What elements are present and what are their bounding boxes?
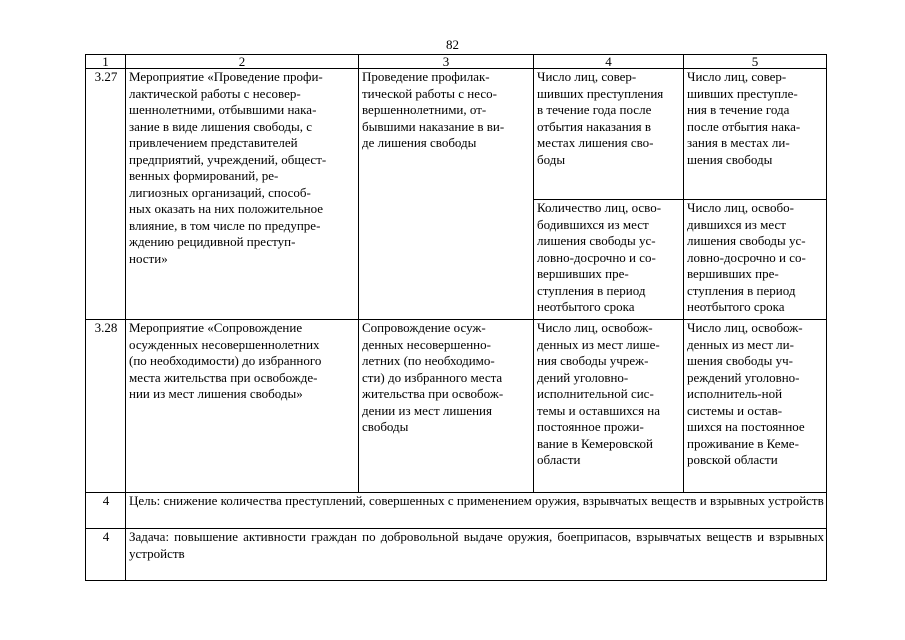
goal-cell: Цель: снижение количества преступлений, совершенных с применением оружия, взрывчатых веществ и взрывных устройств (126, 493, 827, 529)
column-number-row (86, 55, 827, 69)
event-cell: Мероприятие «Сопровождение осужденных несовершеннолетних (по необходимости) до избранного места жительства при освобожде- нии из мест лишения свободы» (126, 320, 359, 493)
column-header: 5 (684, 55, 827, 69)
row-number: 4 (86, 493, 126, 529)
content-cell: Проведение профилак- тической работы с несо- вершеннолетними, от- бывшими наказание в ви- де лишения свободы (359, 69, 534, 320)
table-row (86, 69, 827, 200)
indicator-cell: Число лиц, освобож- денных из мест ли- шения свободы уч- реждений уголовно- исполнитель-ной системы и остав- шихся на постоянное проживание в Кеме- ровской области (684, 320, 827, 493)
column-header: 1 (86, 55, 126, 69)
indicator-cell: Число лиц, освобож- денных из мест лише- ния свободы учреж- дений уголовно- исполнительной сис- темы и оставшихся на постоянное прожи- вание в Кемеровской области (534, 320, 684, 493)
task-row (86, 529, 827, 581)
goal-row (86, 493, 827, 529)
column-header: 2 (126, 55, 359, 69)
column-header: 4 (534, 55, 684, 69)
indicator-cell: Число лиц, освобо- дившихся из мест лишения свободы ус- ловно-досрочно и со- вершивших пре- ступления в период неотбытого срока (684, 200, 827, 320)
page-number: 82 (446, 37, 459, 52)
event-cell: Мероприятие «Проведение профи- лактической работы с несовер- шеннолетними, отбывшими нака- зание в виде лишения свободы, с привлечением представителей предприятий, учреждений, общест- венных формирований, ре- лигиозных организаций, способ- ных оказать на них положительное влияние, в том числе по предупре- ждению рецидивной преступ- ности» (126, 69, 359, 320)
indicator-cell: Число лиц, совер- шивших преступления в течение года после отбытия наказания в местах лишения сво- боды (534, 69, 684, 200)
indicator-cell: Число лиц, совер- шивших преступле- ния в течение года после отбытия нака- зания в местах ли- шения свободы (684, 69, 827, 200)
column-header: 3 (359, 55, 534, 69)
indicator-cell: Количество лиц, осво- бодившихся из мест лишения свободы ус- ловно-досрочно и со- вершивших пре- ступления в период неотбытого срока (534, 200, 684, 320)
row-number: 4 (86, 529, 126, 581)
content-cell: Сопровождение осуж- денных несовершенно- летних (по необходимо- сти) до избранного места жительства при освобож- дении из мест лишения свободы (359, 320, 534, 493)
row-number: 3.27 (86, 69, 126, 320)
row-number: 3.28 (86, 320, 126, 493)
measures-table (85, 54, 827, 581)
table-row (86, 320, 827, 493)
task-cell: Задача: повышение активности граждан по добровольной выдаче оружия, боеприпасов, взрывчатых веществ и взрывных устройств (126, 529, 827, 581)
